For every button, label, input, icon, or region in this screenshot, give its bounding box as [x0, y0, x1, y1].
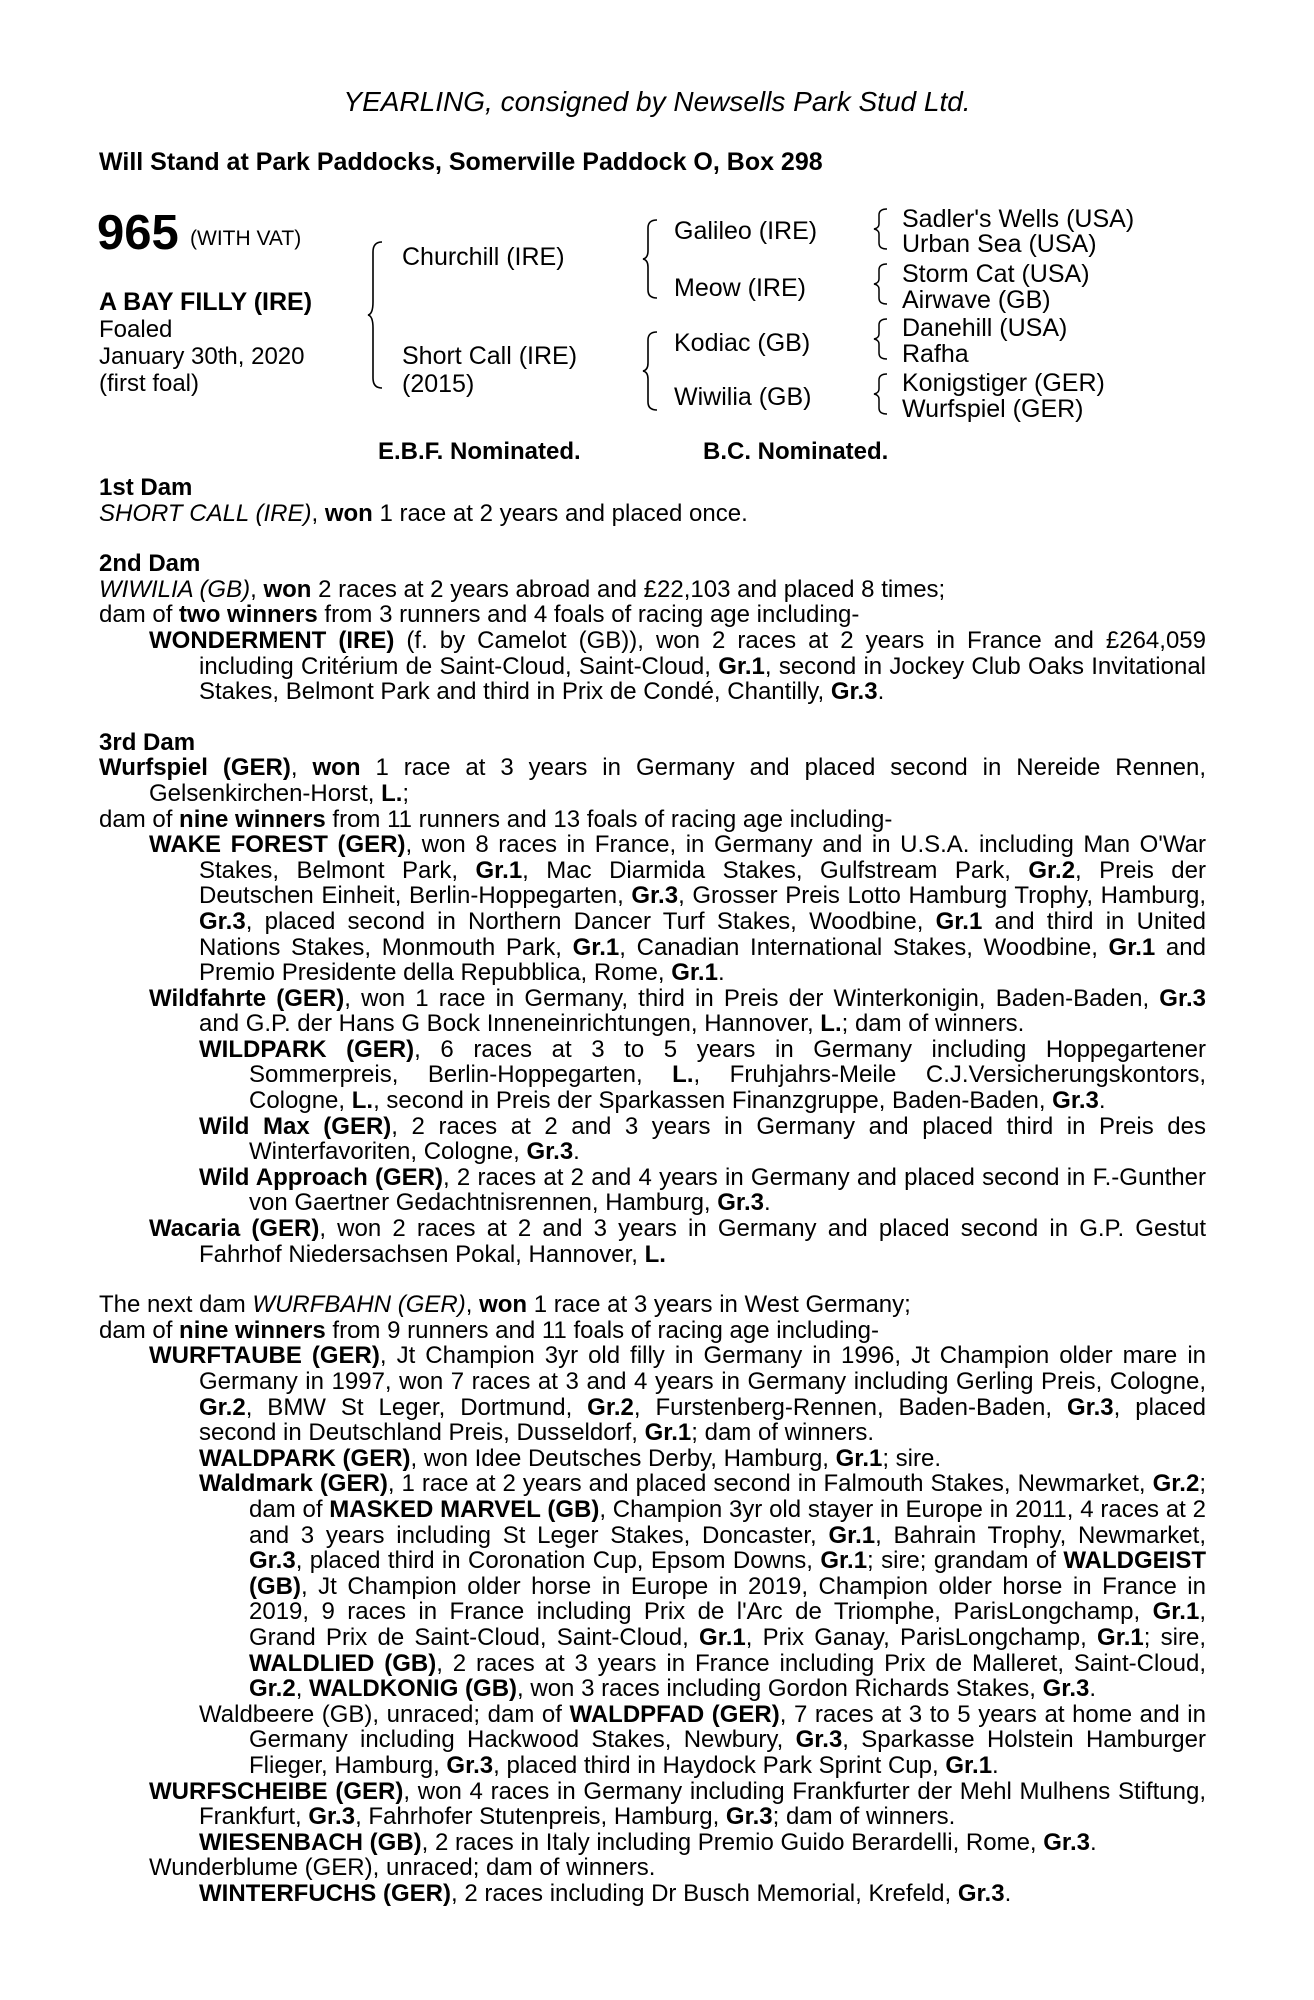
second-dam-produce-summary: dam of two winners from 3 runners and 4 foals of racing age including- — [99, 601, 860, 629]
progeny-wonderment: WONDERMENT (IRE) (f. by Camelot (GB)), won 2 races at 2 years in France and £264,059 including Critérium de Saint-Cloud, Saint-Cloud, Gr.1, second in Jockey Club Oaks Invitational Stakes, Belmont Park and third in Prix de Condé, Chantilly, Gr.3. — [149, 626, 1206, 706]
pedigree-dam-sire: Kodiac (GB) — [674, 329, 811, 357]
brace-g4 — [874, 372, 892, 416]
pedigree-dam-year: (2015) — [402, 370, 475, 398]
pedigree-sire: Churchill (IRE) — [402, 243, 565, 271]
pedigree-dam: Short Call (IRE) — [402, 342, 578, 370]
brace-g2 — [874, 262, 892, 306]
third-dam-produce-summary: dam of nine winners from 11 runners and 13 foals of racing age including- — [99, 805, 893, 833]
progeny-wild-max: Wild Max (GER), 2 races at 2 and 3 years in Germany and placed third in Preis des Winterfavoriten, Cologne, Gr.3. — [199, 1112, 1207, 1166]
bc-nomination: B.C. Nominated. — [703, 438, 889, 465]
foaled-label: Foaled — [99, 316, 173, 343]
progeny-wake-forest: WAKE FOREST (GER), won 8 races in France, in Germany and in U.S.A. including Man O'War Stakes, Belmont Park, Gr.1, Mac Diarmida Stakes, Gulfstream Park, Gr.2, Preis der Deutschen Einheit, Berlin-Hoppegarten, Gr.3, Grosser Preis Lotto Hamburg Trophy, Hamburg, Gr.3, placed second in Northern Dancer Turf Stakes, Woodbine, Gr.1 and third in United Nations Stakes, Monmouth Park, Gr.1, Canadian International Stakes, Woodbine, Gr.1 and Premio Presidente della Repubblica, Rome, Gr.1. — [149, 831, 1207, 987]
second-dam-heading: 2nd Dam — [99, 550, 201, 578]
first-dam-record: SHORT CALL (IRE), won 1 race at 2 years and placed once. — [99, 499, 748, 527]
pedigree-g6: Rafha — [902, 340, 969, 368]
progeny-wiesenbach: WIESENBACH (GB), 2 races in Italy including Premio Guido Berardelli, Rome, Gr.3. — [199, 1828, 1097, 1856]
progeny-wurfscheibe: WURFSCHEIBE (GER), won 4 races in Germany including Frankfurter der Mehl Mulhens Stiftung, Frankfurt, Gr.3, Fahrhofer Stutenpreis, Hamburg, Gr.3; dam of winners. — [149, 1777, 1207, 1831]
foaled-date: January 30th, 2020 — [99, 343, 305, 370]
second-dam-record: WIWILIA (GB), won 2 races at 2 years abroad and £22,103 and placed 8 times; — [99, 575, 946, 603]
next-dam-record: The next dam WURFBAHN (GER), won 1 race at 3 years in West Germany; — [99, 1291, 911, 1319]
progeny-wurftaube: WURFTAUBE (GER), Jt Champion 3yr old filly in Germany in 1996, Jt Champion older mare in Germany in 1997, won 7 races at 3 and 4 years in Germany including Gerling Preis, Cologne, Gr.2, BMW St Leger, Dortmund, Gr.2, Furstenberg-Rennen, Baden-Baden, Gr.3, placed second in Deutschland Preis, Dusseldorf, Gr.1; dam of winners. — [149, 1342, 1206, 1447]
progeny-waldmark: Waldmark (GER), 1 race at 2 years and placed second in Falmouth Stakes, Newmarket, Gr.2; dam of MASKED MARVEL (GB), Champion 3yr old stayer in Europe in 2011, 4 races at 2 and 3 years including St Leger Stakes, Doncaster, Gr.1, Bahrain Trophy, Newmarket, Gr.3, placed third in Coronation Cup, Epsom Downs, Gr.1; sire; grandam of WALDGEIST (GB), Jt Champion older horse in Europe in 2019, Champion older horse in France in 2019, 9 races in France including Prix de l'Arc de Triomphe, ParisLongchamp, Gr.1, Grand Prix de Saint-Cloud, Saint-Cloud, Gr.1, Prix Ganay, ParisLongchamp, Gr.1; sire, WALDLIED (GB), 2 races at 3 years in France including Prix de Malleret, Saint-Cloud, Gr.2, WALDKONIG (GB), won 3 races including Gordon Richards Stakes, Gr.3. — [199, 1470, 1206, 1703]
third-dam-heading: 3rd Dam — [99, 728, 196, 756]
consignment-line: YEARLING, consigned by Newsells Park Stud Ltd. — [343, 86, 971, 117]
pedigree-g8: Wurfspiel (GER) — [902, 395, 1084, 423]
progeny-winterfuchs: WINTERFUCHS (GER), 2 races including Dr Busch Memorial, Krefeld, Gr.3. — [199, 1879, 1012, 1907]
progeny-wunderblume: Wunderblume (GER), unraced; dam of winners. — [149, 1854, 656, 1882]
first-dam-heading: 1st Dam — [99, 474, 193, 501]
foal-note: (first foal) — [99, 370, 200, 397]
pedigree-g5: Danehill (USA) — [902, 314, 1068, 342]
pedigree-g1: Sadler's Wells (USA) — [902, 205, 1135, 233]
pedigree-dam-dam: Wiwilia (GB) — [674, 383, 812, 411]
ebf-nomination: E.B.F. Nominated. — [378, 438, 581, 465]
pedigree-sire-sire: Galileo (IRE) — [674, 217, 818, 245]
progeny-wildfahrte: Wildfahrte (GER), won 1 race in Germany, third in Preis der Winterkonigin, Baden-Baden, Gr.3 and G.P. der Hans G Bock Inneneinrichtungen, Hannover, L.; dam of winners. — [149, 984, 1206, 1038]
progeny-waldbeere: Waldbeere (GB), unraced; dam of WALDPFAD (GER), 7 races at 3 to 5 years at home and in Germany including Hackwood Stakes, Newbury, Gr.3, Sparkasse Holstein Hamburger Flieger, Hamburg, Gr.3, placed third in Haydock Park Sprint Cup, Gr.1. — [199, 1700, 1206, 1779]
lot-number: 965 — [97, 206, 179, 260]
lot-title: A BAY FILLY (IRE) — [99, 288, 313, 316]
brace-g1 — [874, 207, 892, 251]
brace-main — [368, 240, 388, 390]
progeny-wild-approach: Wild Approach (GER), 2 races at 2 and 4 years in Germany and placed second in F.-Gunther von Gaertner Gedachtnisrennen, Hamburg, Gr.3. — [199, 1163, 1206, 1217]
brace-sire — [643, 218, 663, 300]
pedigree-g2: Urban Sea (USA) — [902, 230, 1097, 258]
progeny-wildpark: WILDPARK (GER), 6 races at 3 to 5 years in Germany including Hoppegartener Sommerpreis, Berlin-Hoppegarten, L., Fruhjahrs-Meile C.J.Versicherungskontors, Cologne, L., second in Preis der Sparkassen Finanzgruppe, Baden-Baden, Gr.3. — [199, 1035, 1207, 1115]
progeny-wacaria: Wacaria (GER), won 2 races at 2 and 3 years in Germany and placed second in G.P. Gestut Fahrhof Niedersachsen Pokal, Hannover, L. — [149, 1215, 1207, 1268]
pedigree-g3: Storm Cat (USA) — [902, 260, 1090, 288]
next-dam-produce-summary: dam of nine winners from 9 runners and 11 foals of racing age including- — [99, 1316, 879, 1344]
progeny-waldpark: WALDPARK (GER), won Idee Deutsches Derby, Hamburg, Gr.1; sire. — [199, 1444, 942, 1472]
dam-details — [99, 475, 1206, 1906]
stand-location: Will Stand at Park Paddocks, Somerville Paddock O, Box 298 — [99, 148, 823, 176]
brace-dam — [643, 330, 663, 412]
pedigree-g4: Airwave (GB) — [902, 286, 1051, 314]
brace-g3 — [874, 317, 892, 361]
vat-note: (WITH VAT) — [190, 227, 302, 250]
pedigree-g7: Konigstiger (GER) — [902, 369, 1105, 397]
pedigree-sire-dam: Meow (IRE) — [674, 274, 806, 302]
third-dam-record: Wurfspiel (GER), won 1 race at 3 years in Germany and placed second in Nereide Rennen, Gelsenkirchen-Horst, L.; — [99, 754, 1207, 807]
